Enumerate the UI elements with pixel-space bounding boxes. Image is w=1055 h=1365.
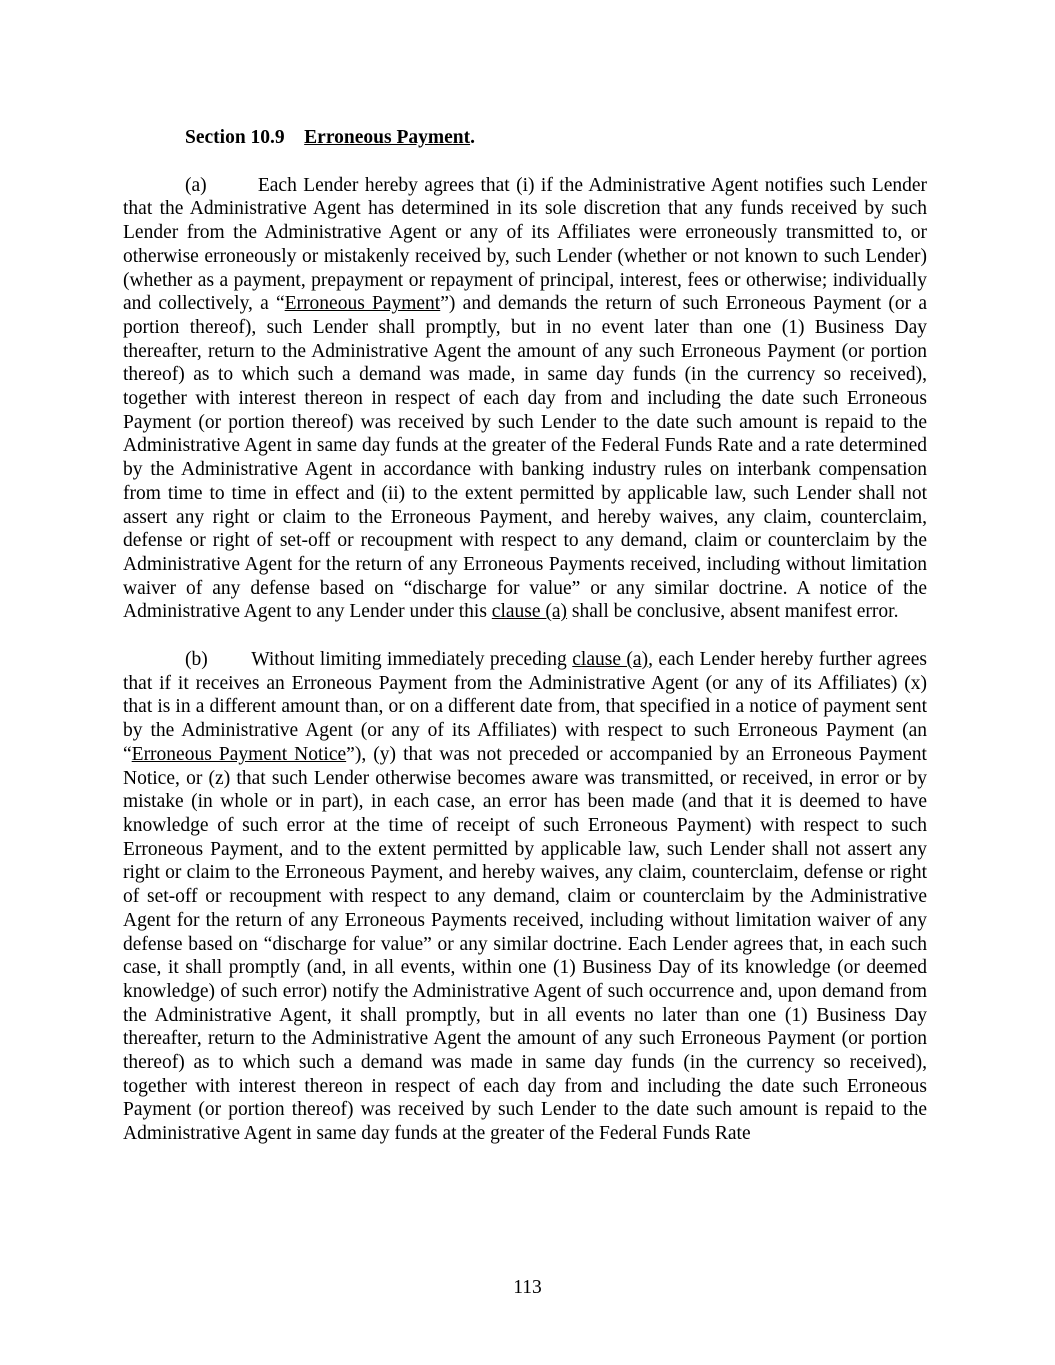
paragraph-b	[123, 648, 927, 1146]
page-content	[123, 126, 927, 1170]
text-run: (a) Each Lender hereby agrees that (i) if the Administrative Agent notifies such Lender that the Administrative Agent has determined in its sole discretion that any funds received by such Lender from the Administrative Agent or any of its Affiliates were erroneously transmitted to, or otherwise erroneously or mistakenly received by, such Lender (whether or not known to such Lender) (whether as a payment, prepayment or repayment of principal, interest, fees or otherwise; individually and collectively, a “	[123, 174, 927, 315]
text-run	[285, 127, 305, 148]
text-run: , each Lender hereby further agrees that if it receives an Erroneous Payment from the Administrative Agent (or any of its Affiliates) (x) that is in a different amount than, or on a different date from, that specified in a notice of payment sent by the Administrative Agent (or any of its Affiliates) with respect to such Erroneous Payment (an “	[123, 649, 927, 765]
text-run: Section 10.9	[185, 127, 285, 148]
underlined-term: clause (a)	[572, 649, 649, 671]
paragraph-a	[123, 174, 927, 624]
text-run: (b) Without limiting immediately preceding	[185, 649, 573, 671]
text-run: .	[470, 127, 475, 148]
text-run: shall be conclusive, absent manifest error.	[567, 601, 899, 623]
section-heading	[123, 126, 927, 150]
underlined-term: Erroneous Payment	[284, 293, 441, 315]
text-run: ”), (y) that was not preceded or accompanied by an Erroneous Payment Notice, or (z) that such Lender otherwise becomes aware was transmitted, or received, in error or by mistake (in whole or in part), in each case, an error has been made (and that it is deemed to have knowledge of such error at the time of receipt of such Erroneous Payment) with respect to such Erroneous Payment, and to the extent permitted by applicable law, such Lender shall not assert any right or claim to the Erroneous Payment, and hereby waives, any claim, counterclaim, defense or right of set-off or recoupment with respect to any demand, claim or counterclaim by the Administrative Agent for the return of any Erroneous Payments received, including without limitation waiver of any defense based on “discharge for value” or any similar doctrine. Each Lender agrees that, in each such case, it shall promptly (and, in all events, within one (1) Business Day of its knowledge (or deemed knowledge) of such error) notify the Administrative Agent of such occurrence and, upon demand from the Administrative Agent, it shall promptly, but in all events no later than one (1) Business Day thereafter, return to the Administrative Agent the amount of any such Erroneous Payment (or portion thereof) as to which such a demand was made in same day funds (in the currency so received), together with interest thereon in respect of each day from and including the date such Erroneous Payment (or portion thereof) was received by such Lender to the date such amount is repaid to the Administrative Agent in same day funds at the greater of the Federal Funds Rate	[123, 743, 927, 1145]
underlined-term: Erroneous Payment Notice	[131, 743, 347, 765]
underlined-term: clause (a)	[491, 601, 568, 623]
text-run: ”) and demands the return of such Erroneous Payment (or a portion thereof), such Lender shall promptly, but in no event later than one (1) Business Day thereafter, return to the Administrative Agent the amount of any such Erroneous Payment (or portion thereof) as to which such a demand was made, in same day funds (in the currency so received), together with interest thereon in respect of each day from and including the date such Erroneous Payment (or portion thereof) was received by such Lender to the date such amount is repaid to the Administrative Agent in same day funds at the greater of the Federal Funds Rate and a rate determined by the Administrative Agent in accordance with banking industry rules on interbank compensation from time to time in effect and (ii) to the extent permitted by applicable law, such Lender shall not assert any right or claim to the Erroneous Payment, and hereby waives, any claim, counterclaim, defense or right of set-off or recoupment with respect to any demand, claim or counterclaim by the Administrative Agent for the return of any Erroneous Payments received, including without limitation waiver of any defense based on “discharge for value” or any similar doctrine. A notice of the Administrative Agent to any Lender under this	[123, 293, 927, 623]
page-number: 113	[513, 1277, 542, 1298]
underlined-term: Erroneous Payment	[304, 127, 471, 148]
